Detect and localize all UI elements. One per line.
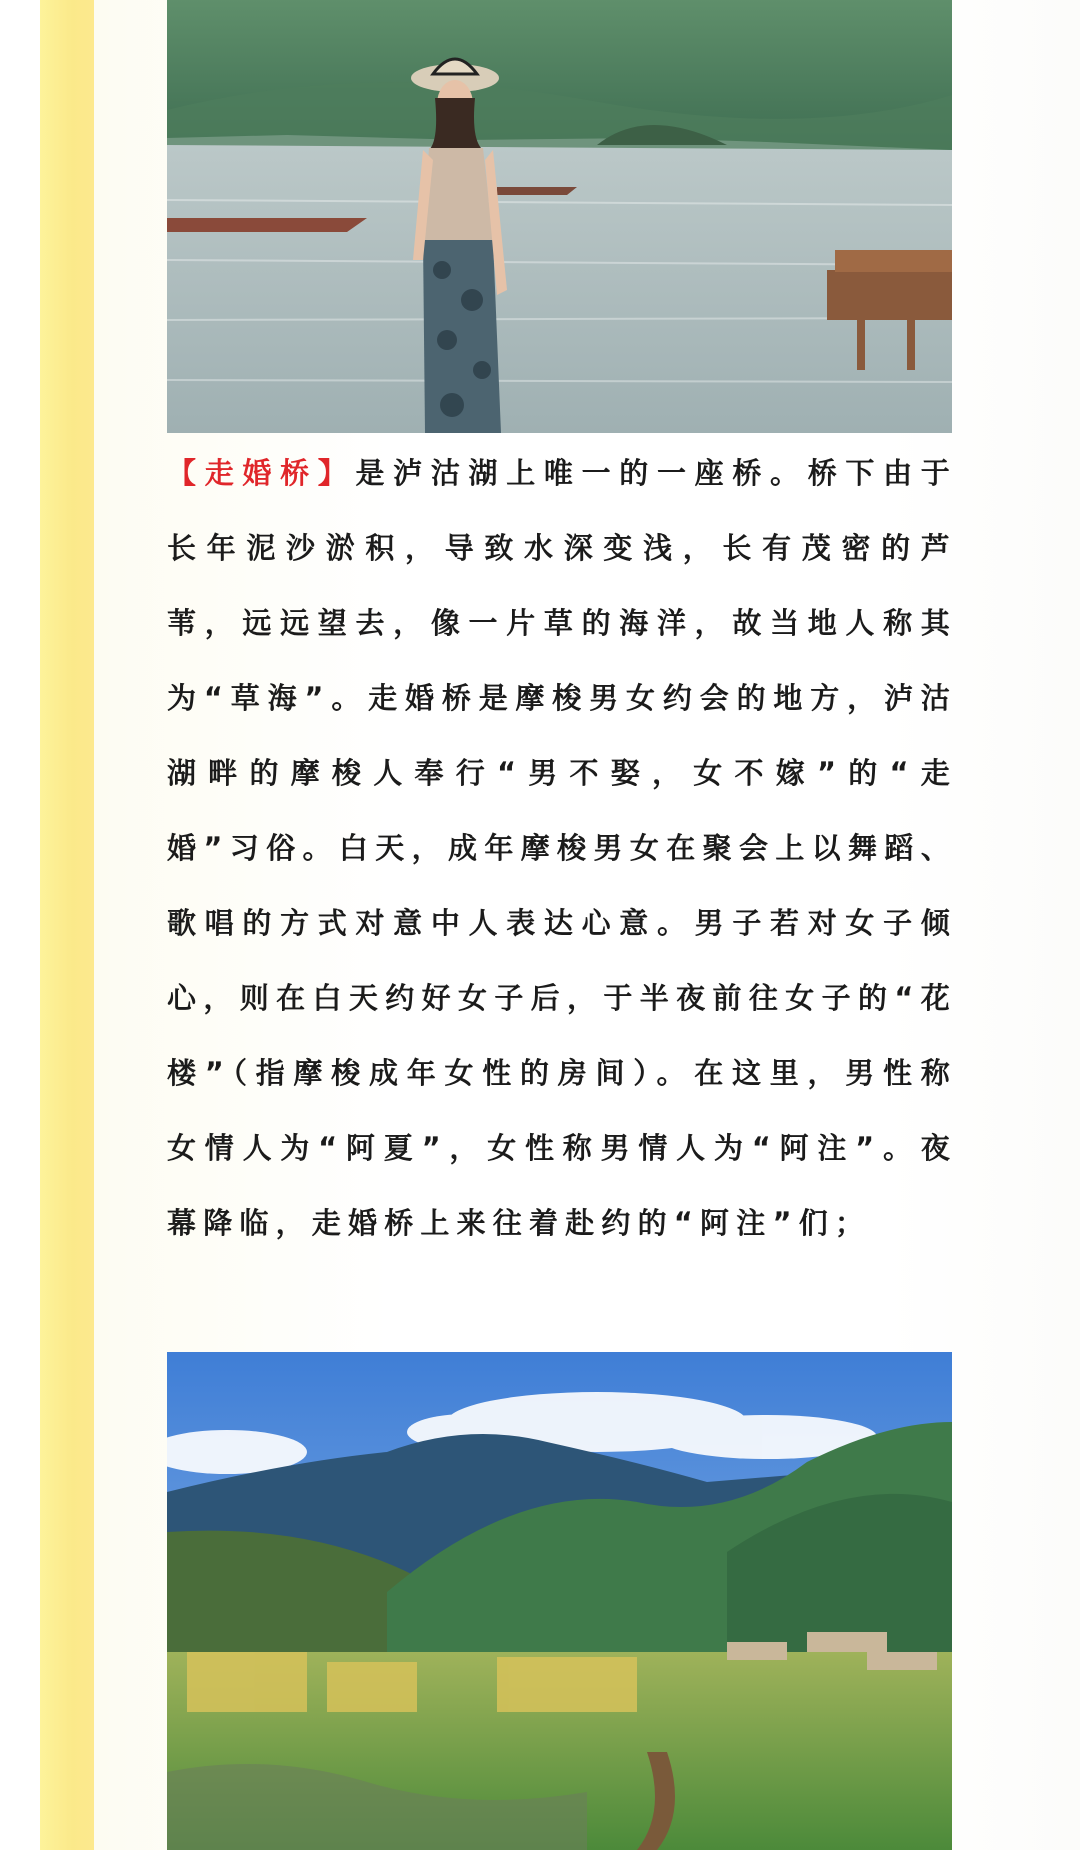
article-body-text: 是泸沽湖上唯一的一座桥。桥下由于长年泥沙淤积，导致水深变浅，长有茂密的芦苇，远远望去，像一片草的海洋，故当地人称其为“草海”。走婚桥是摩梭男女约会的地方，泸沽湖畔的摩梭人奉行“男不娶，女不嫁”的“走婚”习俗。白天，成年摩梭男女在聚会上以舞蹈、歌唱的方式对意中人表达心意。男子若对女子倾心，则在白天约好女子后，于半夜前往女子的“花楼”（指摩梭成年女性的房间）。在这里，男性称女情人为“阿夏”，女性称男情人为“阿注”。夜幕降临，走婚桥上来往着赴约的“阿注”们； (167, 456, 957, 1240)
article-highlight-title: 【走婚桥】 (167, 456, 356, 490)
valley-landscape-photo (167, 1352, 952, 1850)
article-paragraph (167, 436, 957, 1261)
lake-woman-photo (167, 0, 952, 433)
decorative-yellow-bar (40, 0, 94, 1850)
left-margin (0, 0, 40, 1850)
